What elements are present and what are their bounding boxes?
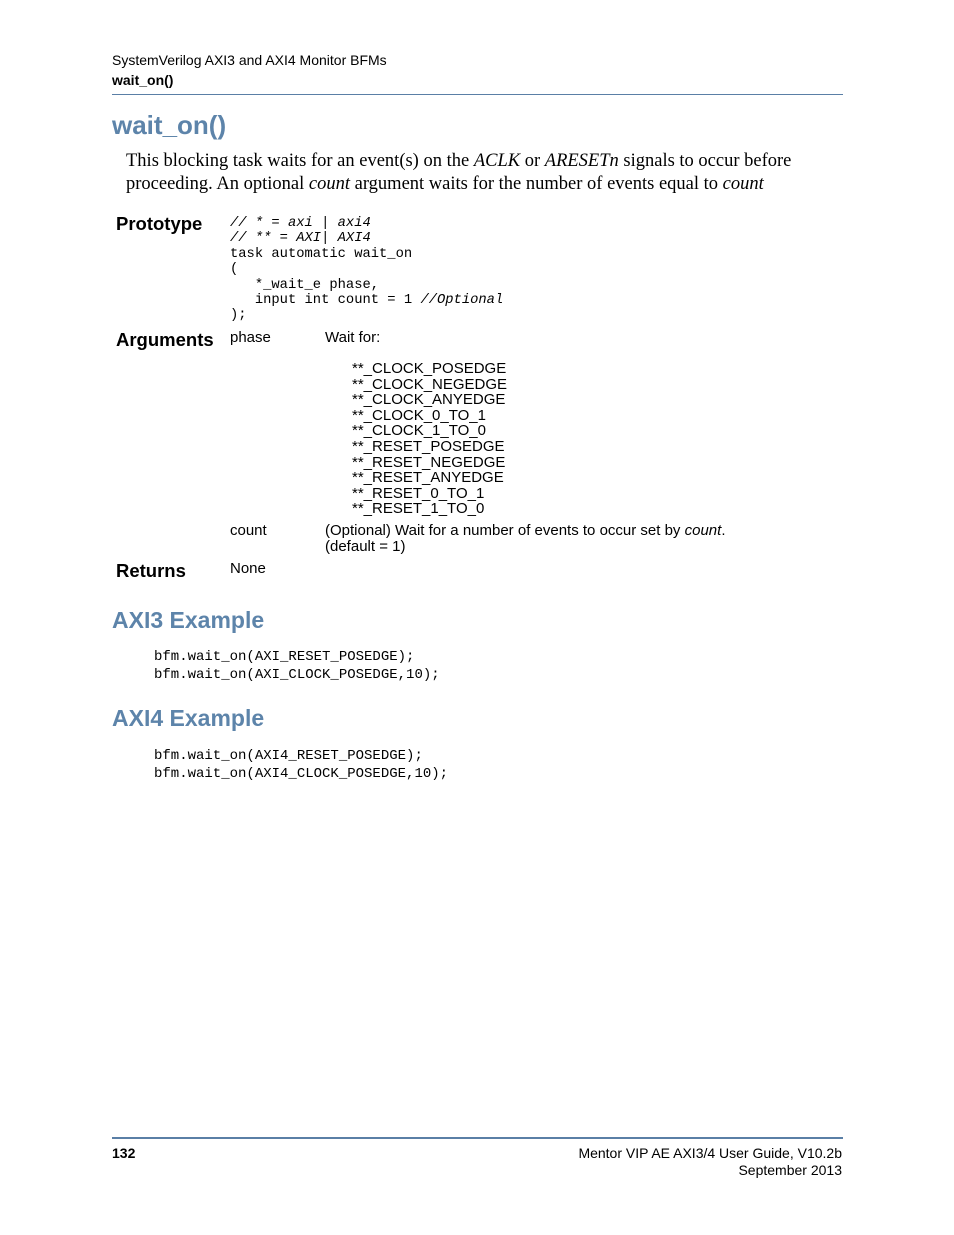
guide-title: Mentor VIP AE AXI3/4 User Guide, V10.2b [578,1145,842,1161]
prototype-line: // ** = AXI| AXI4 [230,231,371,247]
axi3-example-heading: AXI3 Example [112,607,265,633]
desc-text: (Optional) Wait for a number of events to occur set by [325,522,685,539]
list-item: **_CLOCK_ANYEDGE [352,391,506,409]
code-line: bfm.wait_on(AXI_RESET_POSEDGE); [154,649,415,665]
returns-label: Returns [116,560,186,581]
running-header-section: wait_on() [112,72,174,88]
intro-text: This blocking task waits for an event(s) on the [126,151,474,171]
intro-text: signals to occur before proceeding. An optional [126,151,792,194]
prototype-line: ); [230,308,247,324]
prototype-line: // * = axi | axi4 [230,216,371,231]
running-header-title: SystemVerilog AXI3 and AXI4 Monitor BFMs [112,52,387,68]
header-rule [112,94,843,95]
axi4-example-code [154,748,448,783]
aclk-signal: ACLK [473,151,521,171]
count-term: count [722,174,764,194]
page-number: 132 [112,1145,136,1161]
axi4-example-heading: AXI4 Example [112,705,265,731]
returns-value: None [230,560,266,577]
count-term: count [684,522,722,539]
list-item: **_CLOCK_NEGEDGE [352,375,508,393]
axi3-example-code [154,649,440,684]
footer-rule [112,1137,843,1139]
aresetn-signal: ARESETn [544,151,619,171]
intro-text: argument waits for the number of events equal to [350,174,723,194]
list-item: **_RESET_ANYEDGE [352,469,504,487]
prototype-line: input int count = 1 [230,293,421,309]
list-item: **_CLOCK_0_TO_1 [352,406,486,424]
count-term: count [308,174,351,194]
intro-text: or [520,151,545,171]
list-item: **_RESET_NEGEDGE [352,453,506,471]
footer-guide-info [578,1145,842,1178]
argument-desc-phase: Wait for: [325,329,381,346]
prototype-code [230,216,503,324]
prototype-line: task automatic wait_on [230,246,413,262]
prototype-line: *_wait_e phase, [230,277,380,293]
page-title: wait_on() [112,110,227,140]
list-item: **_RESET_POSEDGE [352,437,505,455]
desc-default: (default = 1) [325,537,406,555]
intro-paragraph [126,150,816,196]
list-item: **_RESET_0_TO_1 [352,484,485,502]
desc-text: . [721,522,726,539]
code-line: bfm.wait_on(AXI4_RESET_POSEDGE); [154,748,423,764]
argument-name-phase: phase [230,329,271,346]
prototype-comment: //Optional [420,293,504,309]
code-line: bfm.wait_on(AXI4_CLOCK_POSEDGE,10); [154,765,449,782]
argument-desc-count [325,523,725,554]
argument-name-count: count [230,522,267,539]
prototype-line: ( [230,262,239,278]
phase-values-list [352,361,507,517]
arguments-label: Arguments [116,329,214,350]
prototype-label: Prototype [116,213,203,234]
code-line: bfm.wait_on(AXI_CLOCK_POSEDGE,10); [154,666,440,683]
guide-date: September 2013 [738,1161,842,1178]
list-item: **_CLOCK_POSEDGE [352,360,507,377]
list-item: **_CLOCK_1_TO_0 [352,422,486,440]
list-item: **_RESET_1_TO_0 [352,500,485,518]
